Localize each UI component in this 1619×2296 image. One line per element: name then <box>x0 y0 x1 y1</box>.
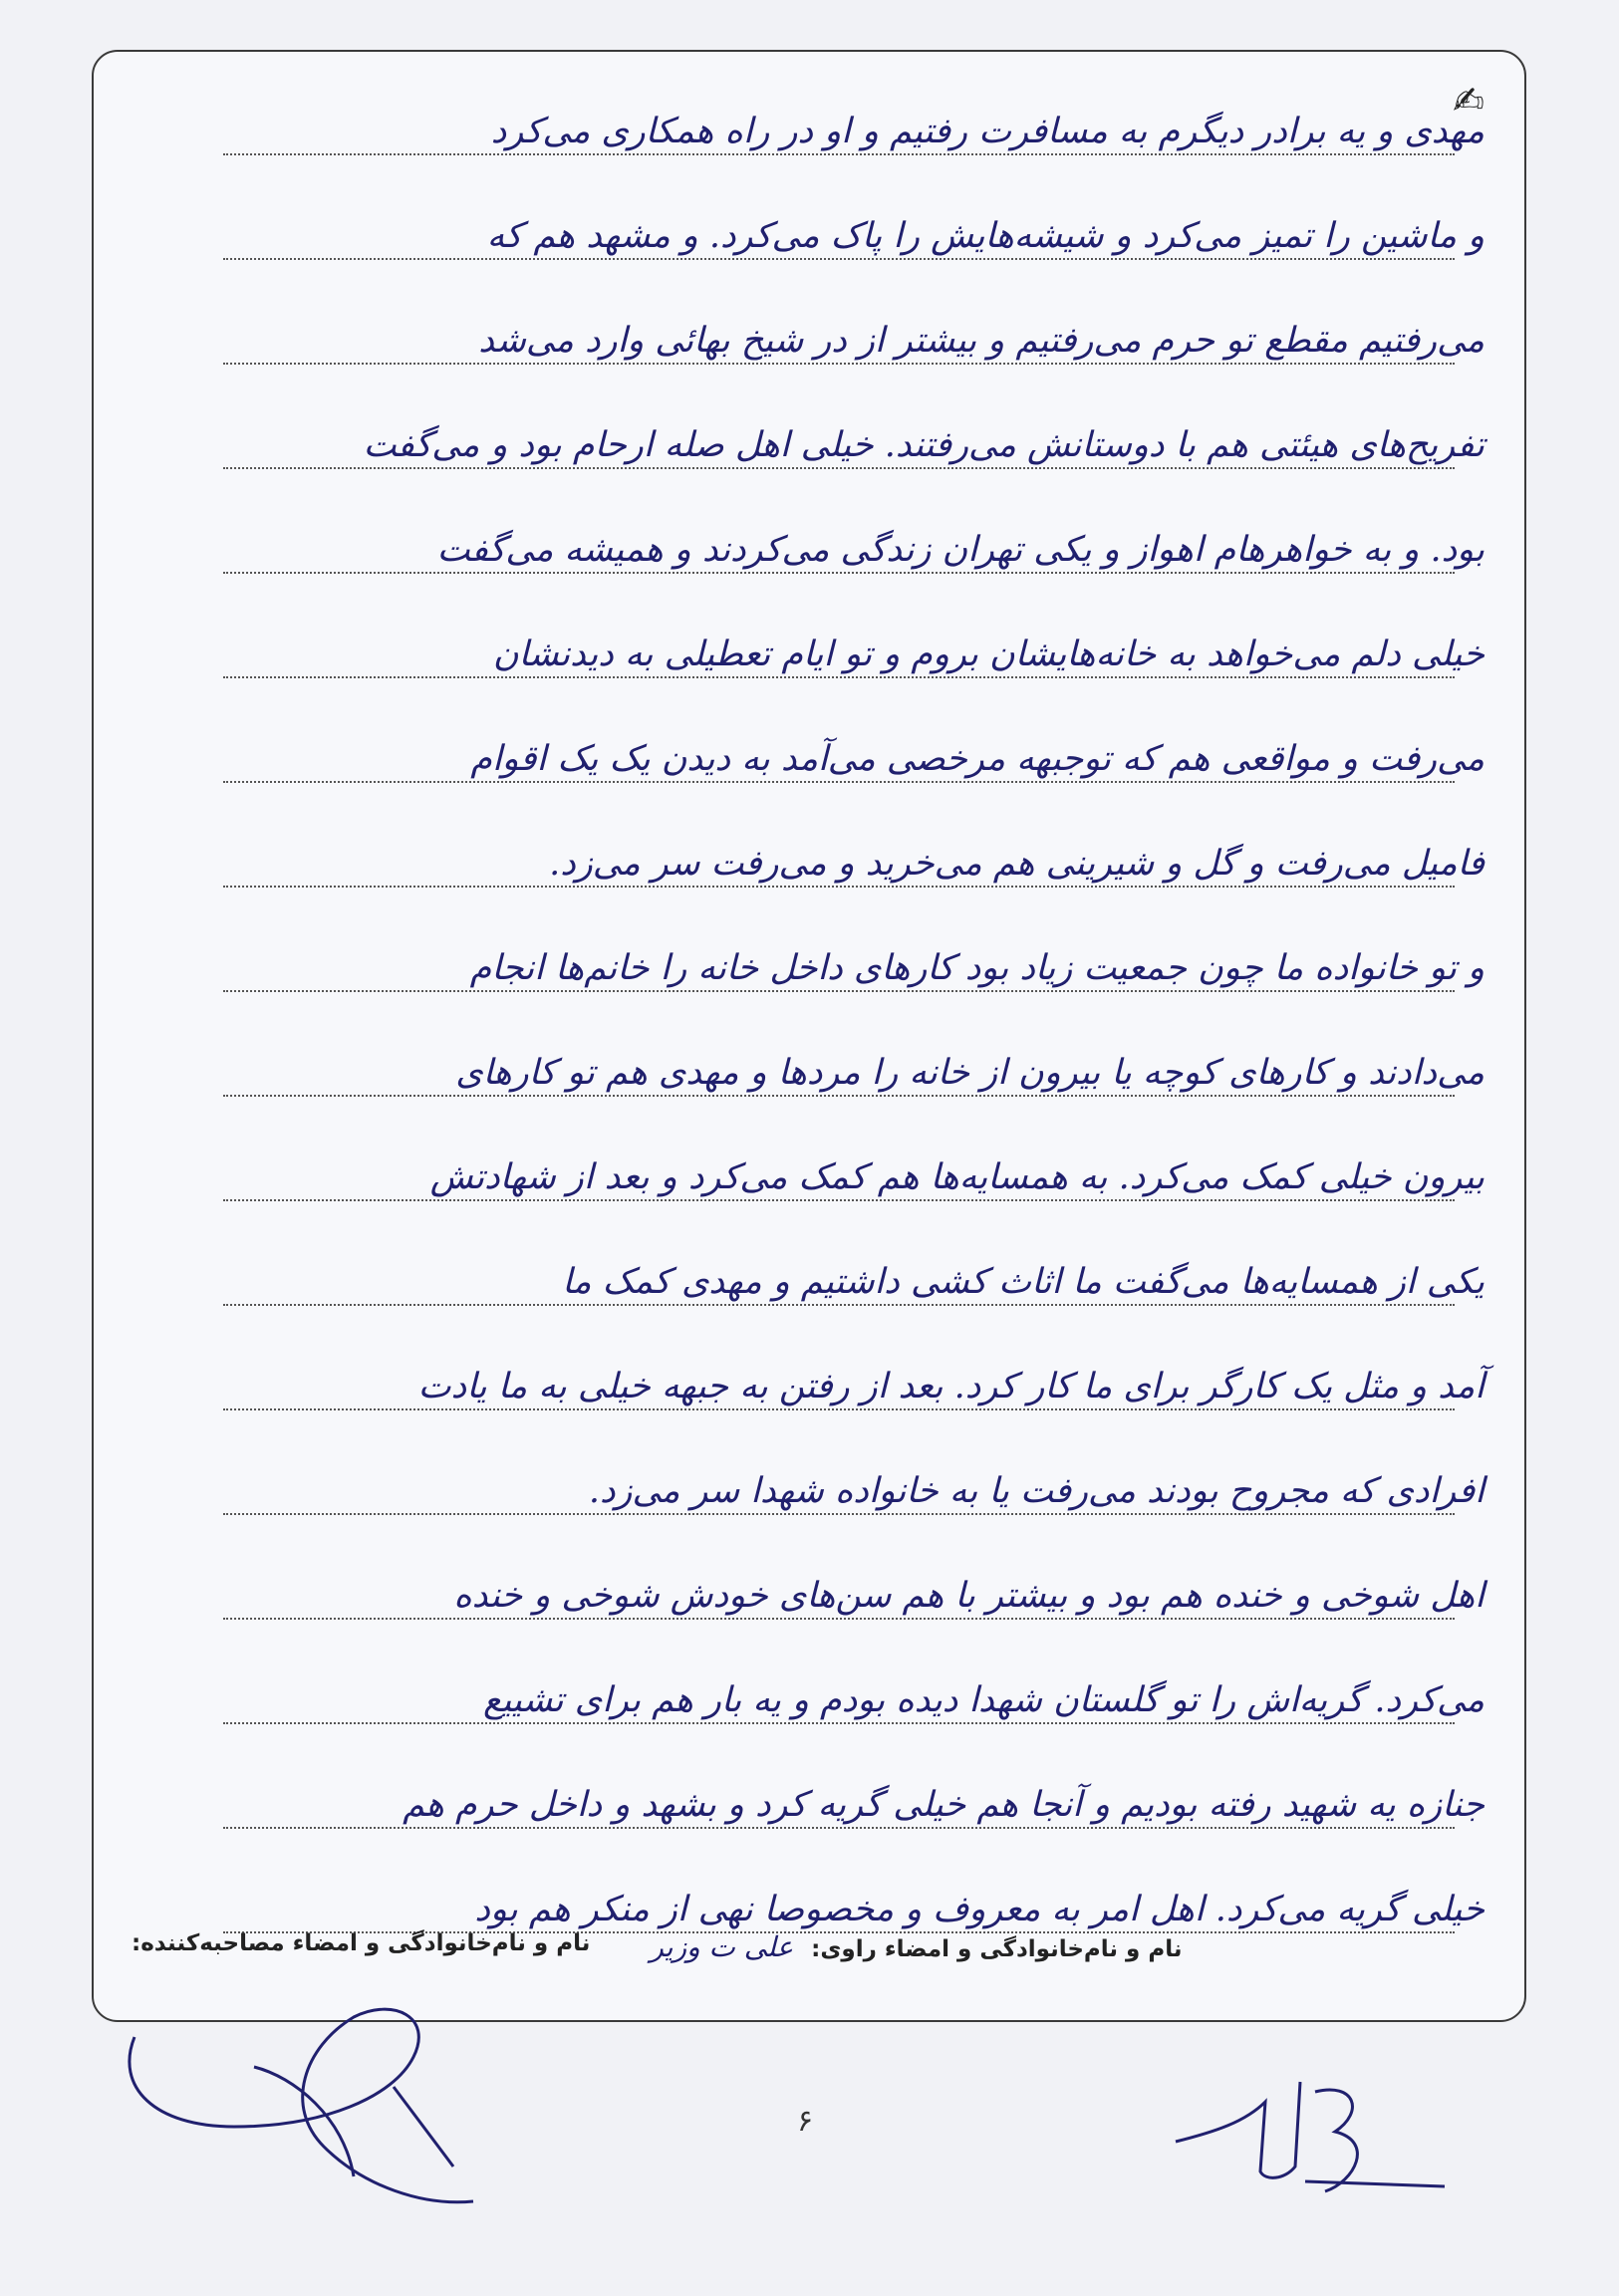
line-text: افرادی که مجروح بودند می‌رفت یا به خانواده شهدا سر می‌زد. <box>588 1471 1484 1511</box>
signature-footer <box>132 1930 1487 1963</box>
line-text: می‌کرد. گریه‌اش را تو گلستان شهدا دیده بودم و یه بار هم برای تشییع <box>482 1680 1484 1720</box>
line-text: تفریح‌های هیئتی هم با دوستانش می‌رفتند. خیلی اهل صله ارحام بود و می‌گفت <box>363 425 1484 465</box>
handwritten-line <box>134 1660 1484 1730</box>
narrator-signature-scribble <box>95 1977 533 2226</box>
interviewer-signature-scribble <box>1156 2062 1455 2211</box>
line-text: خیلی دلم می‌خواهد به خانه‌هایشان بروم و تو ایام تعطیلی به دیدنشان <box>492 635 1484 674</box>
line-text: بود. و به خواهرهام اهواز و یکی تهران زندگی می‌کردند و همیشه می‌گفت <box>436 530 1484 570</box>
interviewer-label: نام و نام‌خانوادگی و امضاء مصاحبه‌کننده: <box>132 1930 591 1956</box>
handwritten-line <box>134 510 1484 580</box>
handwritten-line <box>134 301 1484 371</box>
line-text: می‌دادند و کارهای کوچه یا بیرون از خانه را مردها و مهدی هم تو کارهای <box>455 1053 1484 1093</box>
handwritten-line <box>134 1033 1484 1103</box>
line-text: می‌رفتیم مقطع تو حرم می‌رفتیم و بیشتر از در شیخ بهائی وارد می‌شد <box>478 321 1484 361</box>
handwritten-line <box>134 1556 1484 1626</box>
handwritten-line <box>134 928 1484 998</box>
handwritten-line <box>134 1138 1484 1207</box>
handwritten-line <box>134 1347 1484 1416</box>
handwritten-line <box>134 1870 1484 1939</box>
handwritten-line <box>134 1451 1484 1521</box>
line-text: یکی از همسایه‌ها می‌گفت ما اثاث کشی داشتیم و مهدی کمک ما <box>562 1262 1484 1302</box>
page-frame <box>92 50 1526 2022</box>
handwritten-line <box>134 1765 1484 1835</box>
line-text: و ماشین را تمیز می‌کرد و شیشه‌هایش را پاک می‌کرد. و مشهد هم که <box>486 216 1484 256</box>
line-text: اهل شوخی و خنده هم بود و بیشتر با هم سن‌های خودش شوخی و خنده <box>453 1576 1484 1616</box>
handwritten-line <box>134 1242 1484 1312</box>
handwritten-line <box>134 196 1484 266</box>
line-text: و تو خانواده ما چون جمعیت زیاد بود کارهای داخل خانه را خانم‌ها انجام <box>469 948 1484 988</box>
line-text: خیلی گریه می‌کرد. اهل امر به معروف و مخصوصا نهی از منکر هم بود <box>474 1890 1484 1929</box>
narrator-signature-field <box>650 1930 1182 1963</box>
handwritten-line <box>134 719 1484 789</box>
line-text: فامیل می‌رفت و گل و شیرینی هم می‌خرید و می‌رفت سر می‌زد. <box>549 844 1484 884</box>
page-number: ۶ <box>797 2104 814 2139</box>
line-text: بیرون خیلی کمک می‌کرد. به همسایه‌ها هم کمک می‌کرد و بعد از شهادتش <box>429 1157 1484 1197</box>
pen-icon: ✍ <box>1453 79 1484 123</box>
line-text: می‌رفت و مواقعی هم که توجبهه مرخصی می‌آمد به دیدن یک یک اقوام <box>470 739 1484 779</box>
narrator-label: نام و نام‌خانوادگی و امضاء راوی: <box>811 1936 1183 1962</box>
line-text: آمد و مثل یک کارگر برای ما کار کرد. بعد از رفتن به جبهه خیلی به ما یادت <box>417 1367 1484 1406</box>
handwritten-line <box>134 92 1484 161</box>
handwritten-line <box>134 615 1484 684</box>
line-text: جنازه یه شهید رفته بودیم و آنجا هم خیلی گریه کرد و بشهد و داخل حرم هم <box>403 1785 1484 1825</box>
line-text: مهدی و یه برادر دیگرم به مسافرت رفتیم و او در راه همکاری می‌کرد <box>490 112 1484 151</box>
handwritten-line <box>134 405 1484 475</box>
narrator-signature-text: علی ت وزیر <box>650 1930 794 1963</box>
handwritten-line <box>134 824 1484 893</box>
